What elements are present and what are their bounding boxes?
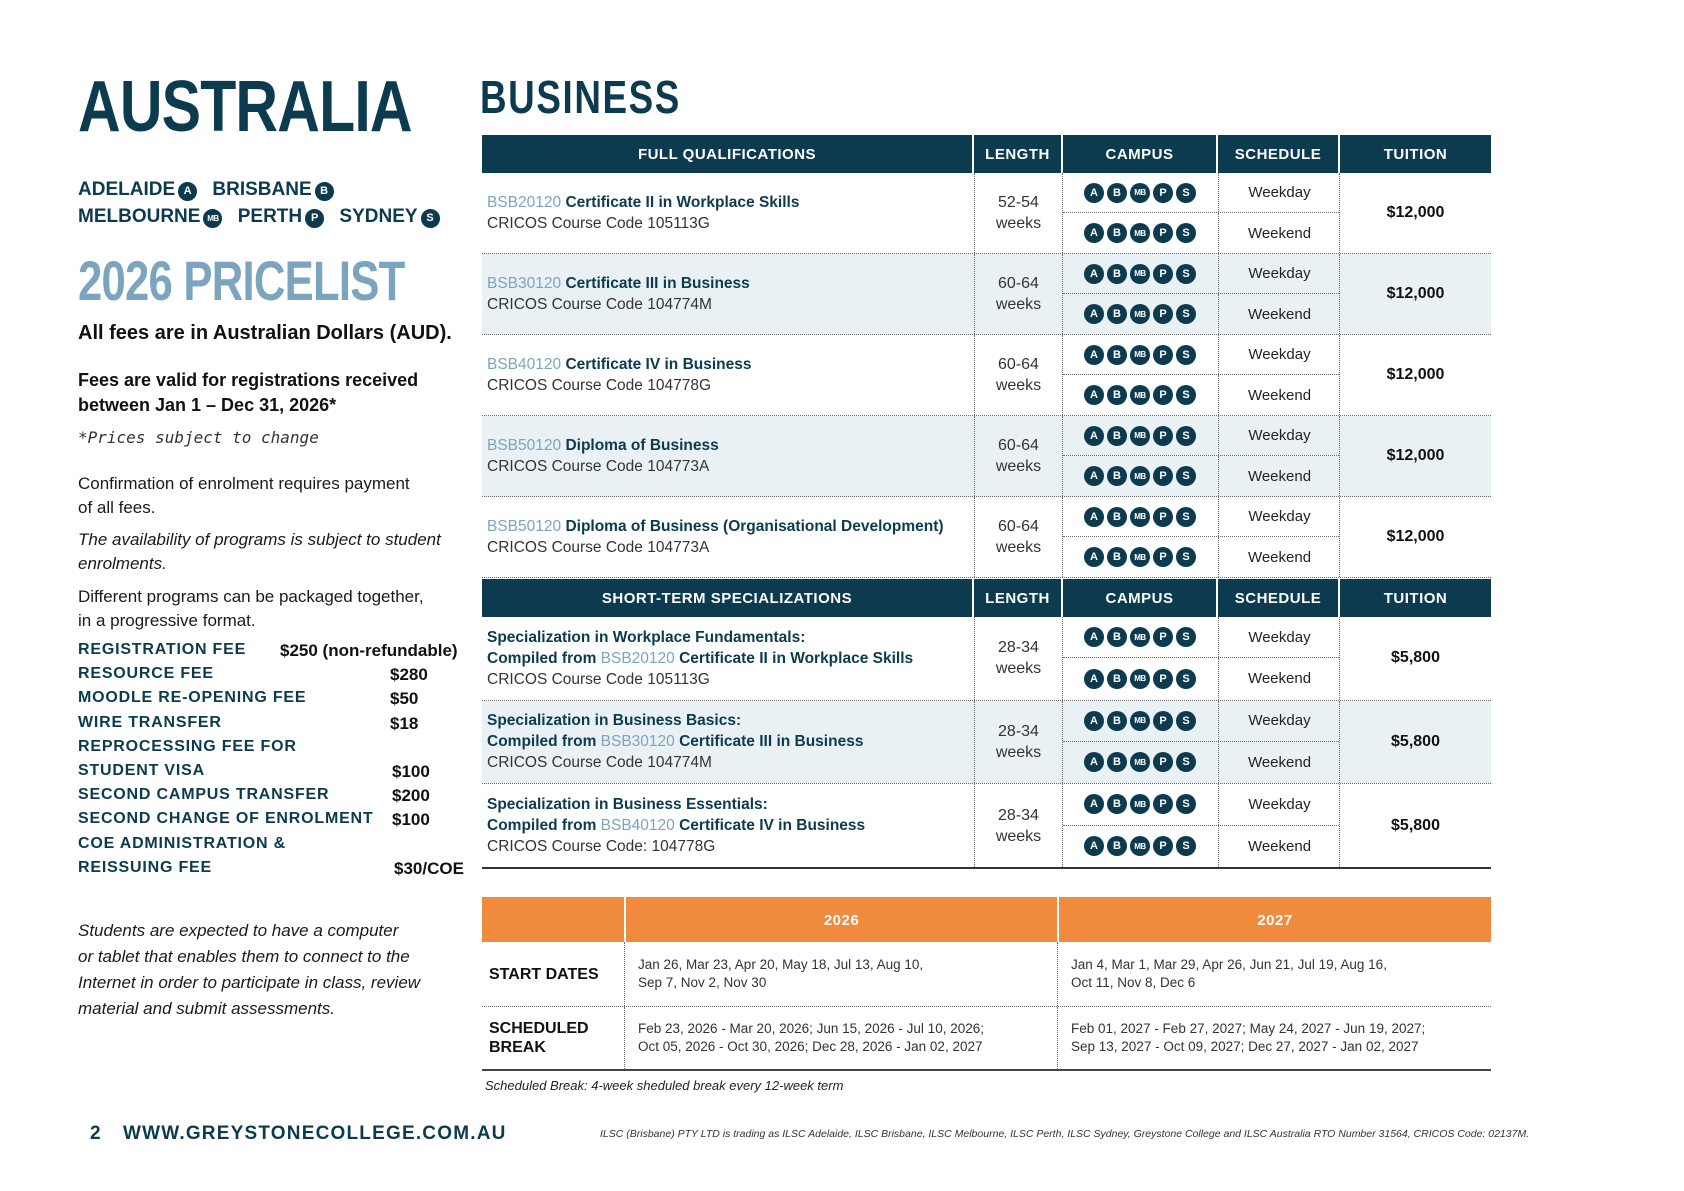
campus-badges bbox=[1063, 617, 1218, 657]
header-tuition: TUITION bbox=[1383, 146, 1448, 163]
tuition-cell: $5,800 bbox=[1391, 649, 1440, 667]
campus-badges bbox=[1063, 335, 1218, 374]
packaging-note: Different programs can be packaged together, in a progressive format. bbox=[78, 587, 424, 630]
scheduled-break-2027: Feb 01, 2027 - Feb 27, 2027; May 24, 2027 - Jun 19, 2027; Sep 13, 2027 - Oct 09, 2027; Dec 27, 2027 - Jan 02, 2027 bbox=[1057, 1007, 1491, 1069]
campus-badge-icon: S bbox=[1176, 794, 1196, 814]
campus-badge-icon: S bbox=[1176, 466, 1196, 486]
campus-badge-icon: MB bbox=[1130, 669, 1150, 689]
fee-row: COE ADMINISTRATION & bbox=[78, 834, 286, 852]
header-tuition: TUITION bbox=[1383, 590, 1448, 607]
header-campus: CAMPUS bbox=[1063, 135, 1218, 173]
length-cell: 60-64 weeks bbox=[974, 335, 1063, 415]
fee-list bbox=[78, 641, 468, 883]
campus-badge-icon: S bbox=[1176, 669, 1196, 689]
campus-badge-icon: MB bbox=[1130, 752, 1150, 772]
confirmation-note: Confirmation of enrolment requires payment of all fees. bbox=[78, 474, 410, 517]
cricos-code: CRICOS Course Code 104778G bbox=[487, 377, 712, 394]
schedule-weekend: Weekend bbox=[1218, 294, 1340, 334]
course-name: Diploma of Business (Organisational Development) bbox=[565, 518, 944, 535]
campus-badges bbox=[1063, 497, 1218, 536]
full-qualifications-table bbox=[482, 135, 1491, 578]
campus-badges bbox=[1063, 254, 1218, 293]
schedule-weekday: Weekday bbox=[1218, 784, 1340, 825]
campus-badge-icon: S bbox=[1176, 627, 1196, 647]
campus-badge-icon: A bbox=[1084, 547, 1104, 567]
schedule-weekday: Weekday bbox=[1218, 416, 1340, 455]
length-cell: 52-54 weeks bbox=[974, 173, 1063, 253]
campus-badges bbox=[1063, 784, 1218, 825]
campus-badge-icon: A bbox=[1084, 794, 1104, 814]
campus-badge-icon: P bbox=[1153, 627, 1173, 647]
campus-badge-icon: MB bbox=[1130, 223, 1150, 243]
campus-badge-icon: S bbox=[1176, 183, 1196, 203]
schedule-weekday: Weekday bbox=[1218, 617, 1340, 657]
start-dates-2026: Jan 26, Mar 23, Apr 20, May 18, Jul 13, Aug 10, Sep 7, Nov 2, Nov 30 bbox=[624, 942, 1057, 1006]
campus-melbourne: MELBOURNE MB bbox=[78, 203, 222, 230]
campus-badge-icon: MB bbox=[1130, 183, 1150, 203]
header-length: LENGTH bbox=[974, 135, 1063, 173]
schedule-weekend: Weekend bbox=[1218, 658, 1340, 699]
qualification-cell bbox=[482, 497, 974, 577]
course-code: BSB50120 bbox=[487, 518, 562, 535]
campus-badge-icon: P bbox=[1153, 752, 1173, 772]
campus-badge-icon: S bbox=[1176, 385, 1196, 405]
start-dates-label: START DATES bbox=[489, 965, 599, 983]
tuition-cell: $12,000 bbox=[1386, 366, 1445, 383]
campus-badge-icon: B bbox=[1107, 385, 1127, 405]
campus-badge-icon: A bbox=[1084, 466, 1104, 486]
campus-badge-icon: P bbox=[1153, 345, 1173, 365]
campus-badges bbox=[1063, 375, 1218, 415]
schedule-weekend: Weekend bbox=[1218, 826, 1340, 868]
course-code: BSB40120 bbox=[487, 356, 562, 373]
schedule-weekday: Weekday bbox=[1218, 335, 1340, 374]
start-dates-2027: Jan 4, Mar 1, Mar 29, Apr 26, Jun 21, Jul 19, Aug 16, Oct 11, Nov 8, Dec 6 bbox=[1057, 942, 1491, 1006]
qualification-cell: Specialization in Business Basics: Compiled from BSB30120 Certificate III in Business CRICOS Course Code 104774M bbox=[482, 701, 974, 784]
campus-adelaide: ADELAIDE A bbox=[78, 176, 197, 203]
fee-row: SECOND CHANGE OF ENROLMENT $100 bbox=[78, 810, 430, 830]
cricos-code: CRICOS Course Code: 104778G bbox=[487, 838, 716, 855]
qualification-cell bbox=[482, 335, 974, 415]
campus-badge-icon: S bbox=[1176, 507, 1196, 527]
length-cell: 28-34 weeks bbox=[974, 701, 1063, 784]
specialization-title: Specialization in Business Essentials: bbox=[487, 796, 768, 813]
campus-badge-icon: P bbox=[1153, 669, 1173, 689]
specialization-title: Specialization in Workplace Fundamentals: bbox=[487, 628, 806, 646]
campus-badge-icon: MB bbox=[1130, 304, 1150, 324]
length-cell: 60-64 weeks bbox=[974, 416, 1063, 496]
campus-badge-icon: P bbox=[1153, 507, 1173, 527]
campus-brisbane: BRISBANE B bbox=[212, 176, 333, 203]
campus-sydney: SYDNEY S bbox=[339, 203, 439, 230]
course-code: BSB40120 bbox=[600, 817, 675, 834]
campus-badge-icon: A bbox=[1084, 264, 1104, 284]
pricelist-title: 2026 PRICELIST bbox=[78, 249, 405, 312]
campus-badge-icon: MB bbox=[1130, 385, 1150, 405]
header-specializations: SHORT-TERM SPECIALIZATIONS bbox=[482, 579, 974, 617]
campus-badge-icon: B bbox=[1107, 836, 1127, 856]
campus-badges bbox=[1063, 456, 1218, 496]
campus-badge-icon: A bbox=[1084, 627, 1104, 647]
campus-badges bbox=[1063, 416, 1218, 455]
subject-to-change-note: *Prices subject to change bbox=[78, 428, 319, 447]
header-year-2027: 2027 bbox=[1057, 897, 1491, 942]
campus-badge-icon: MB bbox=[1130, 794, 1150, 814]
course-name: Diploma of Business bbox=[565, 437, 719, 454]
fee-row: REISSUING FEE $30/COE bbox=[78, 858, 464, 878]
campus-badge-icon: A bbox=[1084, 711, 1104, 731]
campus-badge-icon: MB bbox=[1130, 345, 1150, 365]
dates-table bbox=[482, 897, 1491, 1071]
fee-row: RESOURCE FEE $280 bbox=[78, 665, 428, 685]
website-link[interactable]: WWW.GREYSTONECOLLEGE.COM.AU bbox=[123, 1123, 507, 1144]
dates-header bbox=[482, 897, 1491, 942]
campus-badge-icon: B bbox=[315, 182, 334, 201]
schedule-weekday: Weekday bbox=[1218, 254, 1340, 293]
length-cell: 28-34 weeks bbox=[974, 784, 1063, 867]
cricos-code: CRICOS Course Code 104774M bbox=[487, 754, 712, 772]
campus-badge-icon: P bbox=[1153, 304, 1173, 324]
tuition-cell: $12,000 bbox=[1386, 204, 1445, 221]
campus-badge-icon: S bbox=[1176, 426, 1196, 446]
schedule-weekend: Weekend bbox=[1218, 537, 1340, 577]
schedule-weekend: Weekend bbox=[1218, 456, 1340, 496]
course-code: BSB20120 bbox=[487, 194, 562, 211]
schedule-weekday: Weekday bbox=[1218, 173, 1340, 212]
campus-badge-icon: B bbox=[1107, 711, 1127, 731]
cricos-code: CRICOS Course Code 104773A bbox=[487, 539, 710, 556]
campus-badge-icon: A bbox=[1084, 345, 1104, 365]
qualification-cell: Specialization in Business Essentials: Compiled from BSB40120 Certificate IV in Business CRICOS Course Code: 104778G bbox=[482, 784, 974, 867]
campus-badge-icon: P bbox=[1153, 385, 1173, 405]
fee-row: SECOND CAMPUS TRANSFER $200 bbox=[78, 786, 430, 806]
header-schedule: SCHEDULE bbox=[1218, 135, 1340, 173]
cricos-code: CRICOS Course Code 105113G bbox=[487, 215, 710, 232]
campus-badge-icon: A bbox=[1084, 752, 1104, 772]
table-row bbox=[482, 784, 1491, 869]
campus-badges bbox=[1063, 826, 1218, 868]
header-qualifications: FULL QUALIFICATIONS bbox=[482, 135, 974, 173]
computer-requirement-note: Students are expected to have a computer or tablet that enables them to connect to the Internet in order to participate in class, review material and submit assessments. bbox=[78, 921, 421, 1018]
start-dates-row bbox=[482, 942, 1491, 1007]
campus-badge-icon: P bbox=[1153, 426, 1173, 446]
cricos-code: CRICOS Course Code 104774M bbox=[487, 296, 712, 313]
campus-badge-icon: A bbox=[1084, 426, 1104, 446]
campus-badge-icon: B bbox=[1107, 466, 1127, 486]
country-title: AUSTRALIA bbox=[78, 67, 412, 147]
table-row bbox=[482, 701, 1491, 785]
campus-badge-icon: P bbox=[305, 209, 324, 228]
course-code: BSB30120 bbox=[487, 275, 562, 292]
schedule-weekday: Weekday bbox=[1218, 497, 1340, 536]
campus-badge-icon: S bbox=[1176, 836, 1196, 856]
qualification-cell bbox=[482, 254, 974, 334]
campus-schedule-cell bbox=[1063, 701, 1340, 784]
table-row bbox=[482, 497, 1491, 578]
campus-badge-icon: P bbox=[1153, 711, 1173, 731]
course-code: BSB20120 bbox=[600, 649, 675, 667]
campus-badge-icon: B bbox=[1107, 752, 1127, 772]
table-header bbox=[482, 135, 1491, 173]
short-term-table bbox=[482, 579, 1491, 869]
qualification-cell bbox=[482, 173, 974, 253]
campus-schedule-cell bbox=[1063, 617, 1340, 700]
table-row bbox=[482, 173, 1491, 254]
campus-badge-icon: P bbox=[1153, 183, 1173, 203]
campus-badge-icon: P bbox=[1153, 466, 1173, 486]
qualification-cell: Specialization in Workplace Fundamentals: Compiled from BSB20120 Certificate II in Workplace Skills CRICOS Course Code 105113G bbox=[482, 617, 974, 700]
campus-badges bbox=[1063, 537, 1218, 577]
campus-badge-icon: S bbox=[1176, 304, 1196, 324]
campus-badge-icon: A bbox=[1084, 836, 1104, 856]
campus-badges bbox=[1063, 213, 1218, 253]
campus-schedule-cell bbox=[1063, 784, 1340, 867]
campus-badge-icon: B bbox=[1107, 669, 1127, 689]
campus-badge-icon: B bbox=[1107, 223, 1127, 243]
campus-badge-icon: MB bbox=[1130, 507, 1150, 527]
validity-note: Fees are valid for registrations received between Jan 1 – Dec 31, 2026* bbox=[78, 370, 419, 415]
campus-badge-icon: B bbox=[1107, 794, 1127, 814]
campus-badge-icon: A bbox=[1084, 669, 1104, 689]
campus-schedule-cell bbox=[1063, 416, 1340, 496]
campus-badge-icon: MB bbox=[203, 209, 222, 228]
course-name: Certificate III in Business bbox=[565, 275, 750, 292]
campus-badge-icon: A bbox=[1084, 223, 1104, 243]
campus-badges bbox=[1063, 742, 1218, 783]
campus-badge-icon: B bbox=[1107, 345, 1127, 365]
table-header bbox=[482, 579, 1491, 617]
tuition-cell: $12,000 bbox=[1386, 447, 1445, 464]
fee-row: REGISTRATION FEE $250 (non-refundable) bbox=[78, 641, 458, 660]
campus-badge-icon: S bbox=[1176, 752, 1196, 772]
campus-badge-icon: S bbox=[1176, 264, 1196, 284]
campus-badge-icon: A bbox=[178, 182, 197, 201]
department-title: BUSINESS bbox=[480, 71, 681, 123]
campus-badge-icon: MB bbox=[1130, 547, 1150, 567]
tuition-cell: $12,000 bbox=[1386, 528, 1445, 545]
campus-badge-icon: S bbox=[1176, 223, 1196, 243]
fee-row: MOODLE RE-OPENING FEE $50 bbox=[78, 689, 419, 709]
campus-schedule-cell bbox=[1063, 173, 1340, 253]
page-number: 2 bbox=[90, 1123, 101, 1144]
campus-badge-icon: P bbox=[1153, 794, 1173, 814]
length-cell: 28-34 weeks bbox=[974, 617, 1063, 700]
campus-badges bbox=[1063, 658, 1218, 699]
campus-badges bbox=[1063, 294, 1218, 334]
header-length: LENGTH bbox=[974, 579, 1063, 617]
availability-note: The availability of programs is subject to student enrolments. bbox=[78, 530, 441, 573]
campus-badge-icon: B bbox=[1107, 264, 1127, 284]
campus-badge-icon: B bbox=[1107, 426, 1127, 446]
campus-badge-icon: A bbox=[1084, 507, 1104, 527]
table-row bbox=[482, 416, 1491, 497]
scheduled-break-label: SCHEDULED BREAK bbox=[489, 1020, 589, 1056]
campus-badge-icon: B bbox=[1107, 183, 1127, 203]
campus-badge-icon: B bbox=[1107, 507, 1127, 527]
campus-badge-icon: A bbox=[1084, 304, 1104, 324]
campus-badge-icon: S bbox=[421, 209, 440, 228]
tuition-cell: $12,000 bbox=[1386, 285, 1445, 302]
campus-badge-icon: P bbox=[1153, 547, 1173, 567]
table-row bbox=[482, 617, 1491, 701]
currency-note: All fees are in Australian Dollars (AUD). bbox=[78, 322, 452, 344]
schedule-weekend: Weekend bbox=[1218, 213, 1340, 253]
length-cell: 60-64 weeks bbox=[974, 497, 1063, 577]
fee-row: STUDENT VISA $100 bbox=[78, 761, 430, 781]
table-row bbox=[482, 335, 1491, 416]
campus-badge-icon: S bbox=[1176, 345, 1196, 365]
campus-badge-icon: MB bbox=[1130, 711, 1150, 731]
cricos-code: CRICOS Course Code 104773A bbox=[487, 458, 710, 475]
campus-badges bbox=[1063, 173, 1218, 212]
campus-badge-icon: B bbox=[1107, 627, 1127, 647]
campus-badge-icon: P bbox=[1153, 836, 1173, 856]
campus-badge-icon: MB bbox=[1130, 466, 1150, 486]
tuition-cell: $5,800 bbox=[1391, 816, 1440, 834]
campus-badge-icon: B bbox=[1107, 547, 1127, 567]
campus-perth: PERTH P bbox=[238, 203, 324, 230]
scheduled-break-2026: Feb 23, 2026 - Mar 20, 2026; Jun 15, 2026 - Jul 10, 2026; Oct 05, 2026 - Oct 30, 2026; Dec 28, 2026 - Jan 02, 2027 bbox=[624, 1007, 1057, 1069]
campus-schedule-cell bbox=[1063, 497, 1340, 577]
campus-schedule-cell bbox=[1063, 335, 1340, 415]
scheduled-break-note: Scheduled Break: 4-week sheduled break every 12-week term bbox=[485, 1078, 844, 1093]
course-name: Certificate II in Workplace Skills bbox=[565, 194, 800, 211]
schedule-weekday: Weekday bbox=[1218, 701, 1340, 741]
fee-row: REPROCESSING FEE FOR bbox=[78, 737, 297, 755]
campus-badge-icon: MB bbox=[1130, 426, 1150, 446]
header-campus: CAMPUS bbox=[1063, 579, 1218, 617]
campus-badges bbox=[1063, 701, 1218, 741]
schedule-weekend: Weekend bbox=[1218, 375, 1340, 415]
campus-badge-icon: S bbox=[1176, 711, 1196, 731]
qualification-cell bbox=[482, 416, 974, 496]
campus-badge-icon: MB bbox=[1130, 836, 1150, 856]
campus-badge-icon: S bbox=[1176, 547, 1196, 567]
campus-badge-icon: B bbox=[1107, 304, 1127, 324]
course-name: Certificate IV in Business bbox=[565, 356, 752, 373]
course-code: BSB30120 bbox=[600, 733, 675, 751]
campus-badge-icon: P bbox=[1153, 223, 1173, 243]
table-row bbox=[482, 254, 1491, 335]
schedule-weekend: Weekend bbox=[1218, 742, 1340, 783]
campus-badge-icon: A bbox=[1084, 385, 1104, 405]
course-code: BSB50120 bbox=[487, 437, 562, 454]
fee-row: WIRE TRANSFER $18 bbox=[78, 713, 419, 733]
legal-note: ILSC (Brisbane) PTY LTD is trading as ILSC Adelaide, ILSC Brisbane, ILSC Melbourne, ILSC Perth, ILSC Sydney, Greystone College and ILSC Australia RTO Number 31564, CRICOS Code: 02137M. bbox=[600, 1128, 1530, 1140]
campus-badge-icon: MB bbox=[1130, 627, 1150, 647]
campus-badge-icon: A bbox=[1084, 183, 1104, 203]
header-schedule: SCHEDULE bbox=[1218, 579, 1340, 617]
cricos-code: CRICOS Course Code 105113G bbox=[487, 670, 710, 688]
campus-badge-icon: P bbox=[1153, 264, 1173, 284]
length-cell: 60-64 weeks bbox=[974, 254, 1063, 334]
scheduled-break-row bbox=[482, 1007, 1491, 1071]
header-year-2026: 2026 bbox=[624, 897, 1057, 942]
campus-badge-icon: MB bbox=[1130, 264, 1150, 284]
campus-schedule-cell bbox=[1063, 254, 1340, 334]
tuition-cell: $5,800 bbox=[1391, 732, 1440, 750]
campus-list bbox=[78, 176, 450, 230]
specialization-title: Specialization in Business Basics: bbox=[487, 712, 742, 730]
